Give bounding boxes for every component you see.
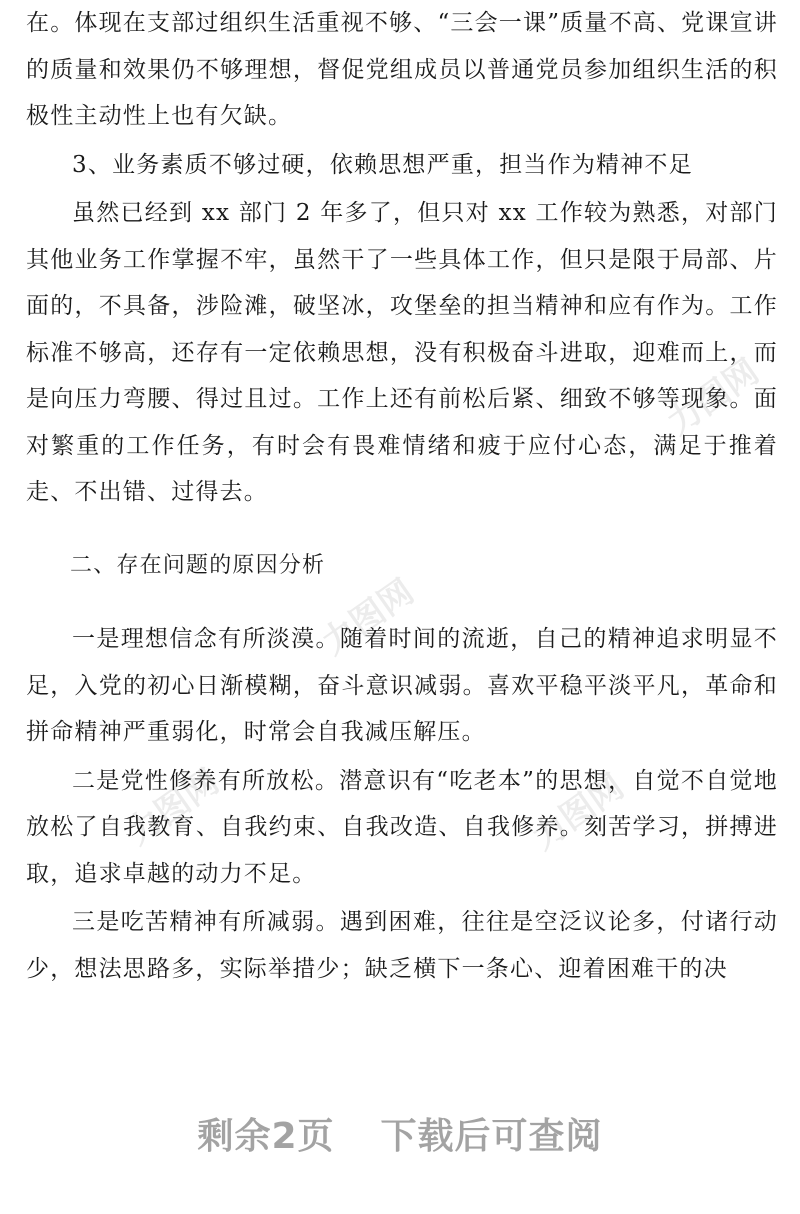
- section-subheading: 3、业务素质不够过硬，依赖思想严重，担当作为精神不足: [72, 151, 693, 178]
- paragraph: 二是党性修养有所放松。潜意识有“吃老本”的思想，自觉不自觉地放松了自我教育、自我约束、自我改造、自我修养。刻苦学习，拼搏进取，追求卓越的动力不足。: [26, 767, 778, 887]
- watermark: 力图网: [659, 351, 767, 444]
- section-heading: 二、存在问题的原因分析: [70, 552, 326, 578]
- paragraph: 虽然已经到 xx 部门 2 年多了，但只对 xx 工作较为熟悉，对部门其他业务工作掌握不牢，虽然干了一些具体工作，但只是限于局部、片面的，不具备，涉险滩，破坚冰，攻堡垒的担当精神和应有作为。工作标准不够高，还存有一定依赖思想，没有积极奋斗进取，迎难而上，而是向压力弯腰、得过且过。工作上还有前松后紧、细致不够等现象。面对繁重的工作任务，有时会有畏难情绪和疲于应付心态，满足于推着走、不出错、过得去。: [26, 200, 778, 505]
- watermark: 力图网: [524, 766, 632, 859]
- paragraph-continued: 在。体现在支部过组织生活重视不够、“三会一课”质量不高、党课宣讲的质量和效果仍不够理想，督促党组成员以普通党员参加组织生活的积极性主动性上也有欠缺。: [26, 10, 778, 129]
- paragraph: 一是理想信念有所淡漠。随着时间的流逝，自己的精神追求明显不足，入党的初心日渐模糊，奋斗意识减弱。喜欢平稳平淡平凡，革命和拼命精神严重弱化，时常会自我减压解压。: [26, 626, 778, 745]
- remaining-pages-label: 剩余2页: [197, 1116, 335, 1157]
- watermark: 力图网: [119, 761, 227, 854]
- download-prompt-banner[interactable]: [0, 1108, 800, 1159]
- watermark: 力图网: [314, 571, 422, 664]
- document-body: [26, 0, 778, 992]
- download-to-read-label: 下载后可查阅: [380, 1116, 603, 1157]
- paragraph: 三是吃苦精神有所减弱。遇到困难，往往是空泛议论多，付诸行动少，想法思路多，实际举措少；缺乏横下一条心、迎着困难干的决: [26, 909, 778, 982]
